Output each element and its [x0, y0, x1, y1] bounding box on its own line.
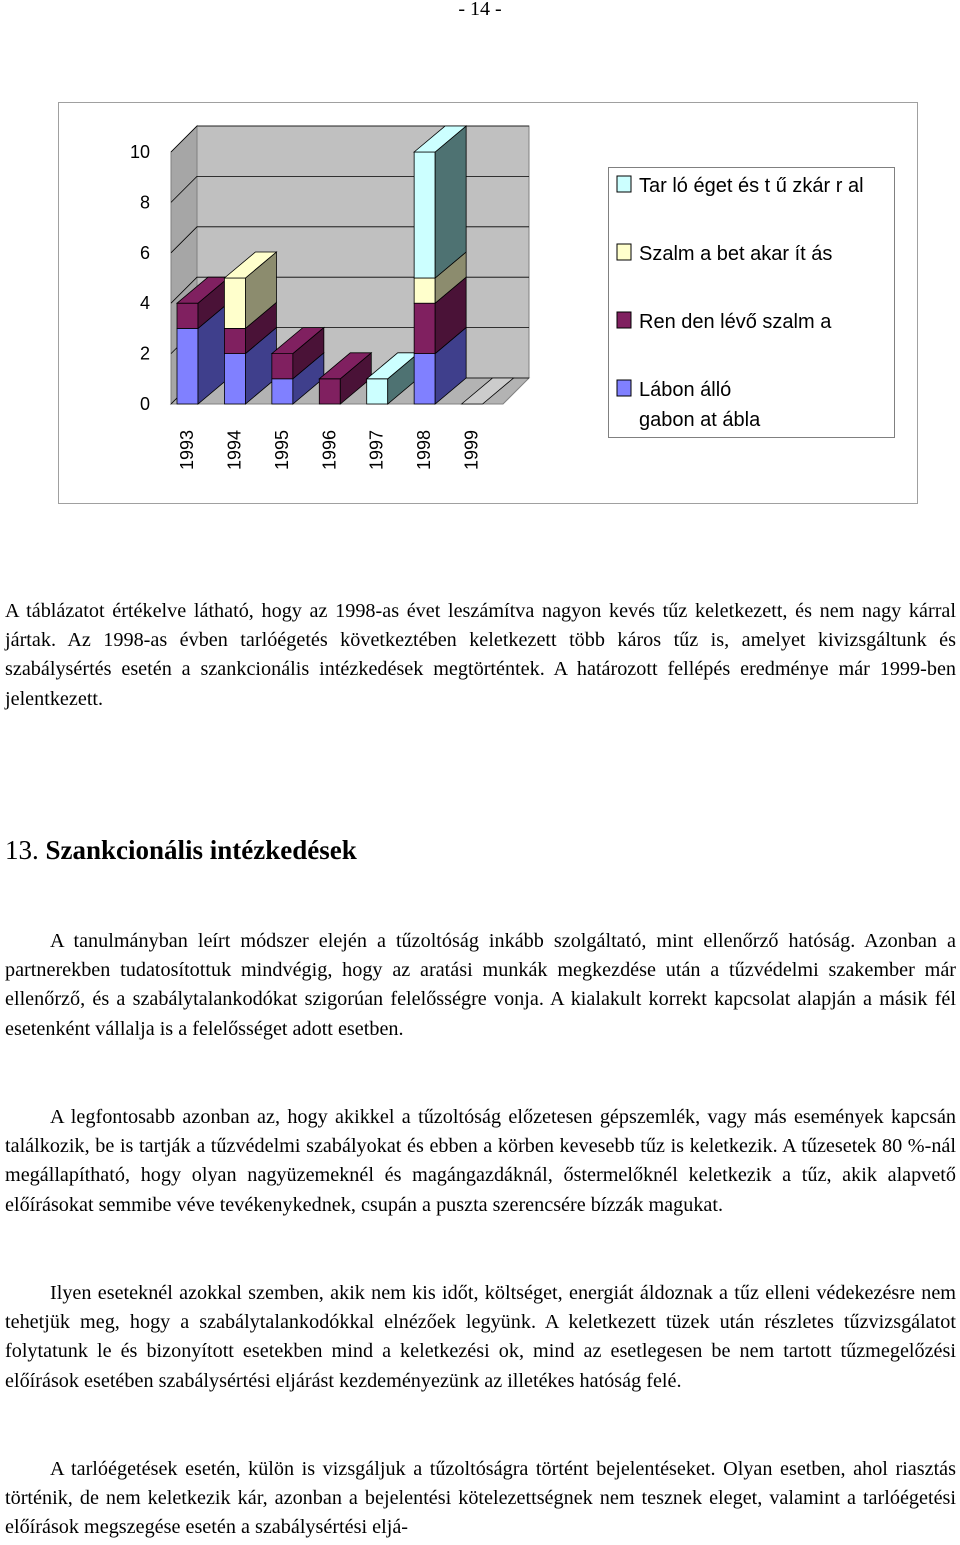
heading-number: 13.: [5, 835, 39, 865]
legend-swatch: [617, 380, 631, 396]
bar-segment: [414, 278, 435, 303]
y-tick-label: 4: [139, 293, 150, 314]
legend-swatch: [617, 312, 631, 328]
x-tick-label: 1997: [366, 429, 387, 470]
bar-segment: [414, 354, 435, 404]
legend-label: Szalm a bet akar ít ás: [639, 243, 833, 265]
bar-segment: [224, 354, 245, 404]
x-tick-label: 1996: [319, 429, 340, 470]
bar-segment: [224, 278, 245, 328]
bar-segment: [177, 328, 198, 404]
x-tick-label: 1999: [461, 429, 482, 470]
legend-swatch: [617, 176, 631, 192]
y-tick-label: 0: [139, 394, 150, 414]
heading-title: Szankcionális intézkedések: [45, 835, 357, 865]
chart-legend: [609, 168, 895, 438]
paragraph-chart-evaluation: A táblázatot értékelve látható, hogy az 1998-as évet leszámítva nagyon kevés tűz keletkezett, és nem nagy kárral jártak. Az 1998-as évben tarlóégetés következtében keletkezett több káros tűz is, amelyet kivizsgáltunk és szabálysértés esetén a szankcionális intézkedések megtörténtek. A határozott fellépés eredménye már 1999-ben jelentkezett.: [5, 600, 956, 710]
legend-label: gabon at ábla: [639, 409, 761, 431]
legend-label: Lábon álló: [639, 379, 732, 401]
paragraph-investigations: Ilyen eseteknél azokkal szemben, akik nem kis időt, költséget, energiát áldoznak a tűz elleni védekezésre nem tehetjük meg, hogy a szabálytalankodókkal elnézőek legyünk. A keletkezett tüzek után részletes tűzvizsgálatot folytatunk le és bizonyított esetekben mind a keletkezési ok, mind az esetlegesen be nem tartott tűzmegelőzési előírások esetében szabálysértési eljárást kezdeményezünk az illetékes hatóság felé.: [5, 1282, 956, 1392]
bar-segment: [414, 152, 435, 278]
bar-segment: [319, 379, 340, 404]
x-tick-label: 1993: [177, 429, 197, 470]
stacked-bar-chart: [0, 0, 960, 520]
x-tick-label: 1998: [414, 429, 435, 470]
y-tick-label: 10: [129, 142, 150, 162]
bar-segment: [177, 303, 198, 328]
y-tick-label: 2: [139, 343, 150, 364]
x-tick-label: 1995: [271, 429, 292, 470]
paragraph-most-important: A legfontosabb azonban az, hogy akikkel a tűzoltóság előzetesen gépszemlék, vagy más események kapcsán találkozik, be is tartják a tűzvédelmi szabályokat és ebben a körben kevesebb tűz is keletkezik. A tűzesetek 80 %-nál megállapítható, hogy olyan nagyüzemeknél és magángazdáknál, őstermelőknél keletkezik a tűz, akik alapvető előírásokat semmibe véve tevékenykednek, csupán a puszta szerencsére bízzák magukat.: [5, 1106, 956, 1216]
section-heading: [5, 833, 357, 867]
x-tick-label: 1994: [224, 429, 245, 470]
legend-swatch: [617, 244, 631, 260]
bar-segment: [367, 379, 388, 404]
legend-label: Ren den lévő szalm a: [639, 311, 832, 333]
paragraph-stubble-burning: A tarlóégetések esetén, külön is vizsgáljuk a tűzoltóságra történt bejelentéseket. Olyan esetben, ahol riasztás történik, de nem keletkezik kár, azonban a bejelentési kötelezettségnek nem tesznek eleget, valamint a tarlóégetési előírások megszegése esetén a szabálysértési eljá-: [5, 1458, 956, 1539]
bar-segment-side: [435, 126, 466, 278]
bar-segment: [272, 379, 293, 404]
y-tick-label: 8: [139, 192, 150, 213]
bar-segment: [224, 328, 245, 353]
paragraph-method: A tanulmányban leírt módszer elején a tűzoltóság inkább szolgáltató, mint ellenőrző hatóság. Azonban a partnerekben tudatosítottuk mindvégig, hogy az aratási munkák megkezdése után a tűzvédelmi szakember már ellenőrző, és a szabálytalankodókat szigorúan felelősségre vonja. A kialakult korrekt kapcsolat alapján a másik fél esetenként vállalja is a felelősséget adott esetben.: [5, 930, 956, 1040]
page-number: - 14 -: [458, 0, 502, 20]
legend-label: Tar ló éget és t ű zkár r al: [639, 175, 864, 197]
bar-segment: [414, 303, 435, 353]
bar-segment: [272, 354, 293, 379]
y-tick-label: 6: [139, 242, 150, 263]
